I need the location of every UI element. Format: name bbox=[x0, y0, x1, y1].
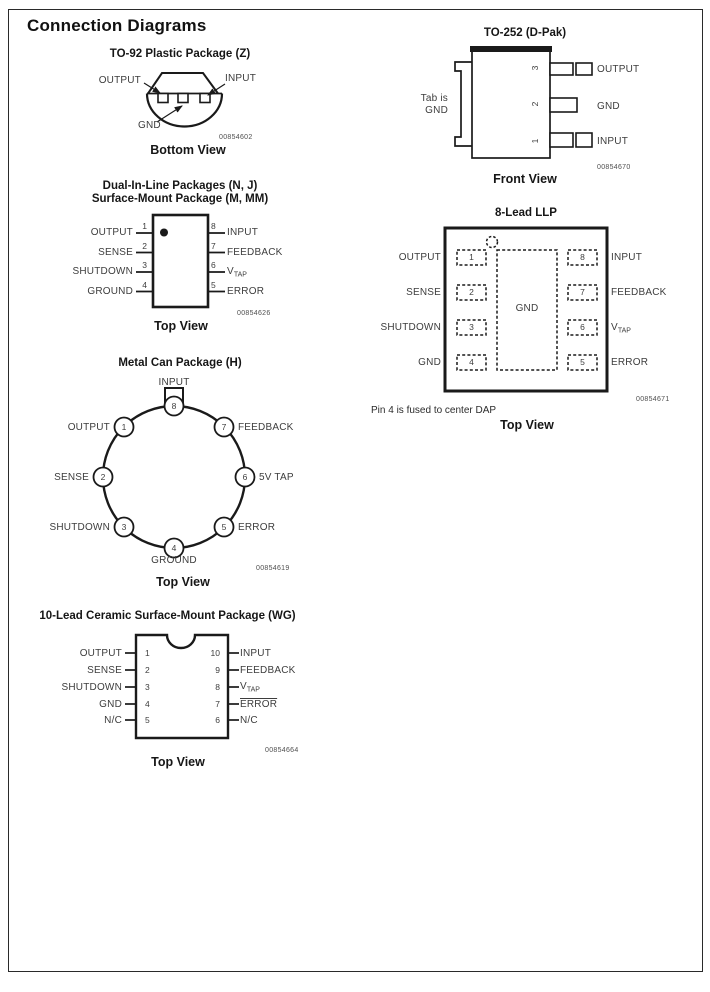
dip-label-sense: SENSE bbox=[98, 247, 133, 258]
dip-pin-number: 5 bbox=[211, 280, 216, 290]
dip-pin-number: 6 bbox=[211, 260, 216, 270]
dip-figure-code: 00854626 bbox=[237, 310, 271, 317]
can-pin-number: 7 bbox=[221, 422, 227, 432]
wg-pin-number: 5 bbox=[145, 715, 150, 725]
page-title: Connection Diagrams bbox=[27, 16, 207, 35]
to252-label-output: OUTPUT bbox=[597, 64, 640, 75]
to252-pin2-number: 2 bbox=[530, 101, 540, 107]
to252-pin1-number: 1 bbox=[530, 138, 540, 144]
llp-label-vtap: $V_{TAP}$ bbox=[611, 322, 631, 335]
can-label-output: OUTPUT bbox=[67, 422, 110, 433]
dip-label-input: INPUT bbox=[227, 227, 258, 238]
metal-can-title: Metal Can Package (H) bbox=[118, 357, 242, 369]
wg-label-input: INPUT bbox=[240, 648, 271, 659]
llp-label-error: ERROR bbox=[611, 357, 649, 368]
metal-can-drawing bbox=[90, 378, 280, 563]
can-label-error: ERROR bbox=[238, 522, 276, 533]
wg-label-output: OUTPUT bbox=[79, 648, 122, 659]
dip-pin1-dot bbox=[160, 229, 168, 237]
wg-label-sense: SENSE bbox=[87, 665, 122, 676]
wg-label-vtap: $V_{TAP}$ bbox=[240, 681, 260, 694]
to92-label-gnd: GND bbox=[138, 120, 161, 131]
wg-pin-number: 3 bbox=[145, 682, 150, 692]
wg-pin-number: 9 bbox=[215, 665, 220, 675]
can-pin-number: 6 bbox=[242, 472, 248, 482]
can-pin-number: 3 bbox=[121, 522, 127, 532]
dip-pin-number: 7 bbox=[211, 241, 216, 251]
can-label-ground: GROUND bbox=[151, 555, 197, 566]
to92-output-arrow bbox=[144, 83, 160, 93]
wg-pin-number: 2 bbox=[145, 665, 150, 675]
llp-label-input: INPUT bbox=[611, 252, 642, 263]
dip-pin-number: 1 bbox=[142, 221, 147, 231]
dip-label-output: OUTPUT bbox=[90, 227, 133, 238]
llp-pad-number: 8 bbox=[580, 252, 585, 262]
wg-pin-number: 8 bbox=[215, 682, 220, 692]
wg-label-error: ERROR bbox=[240, 699, 278, 710]
to252-view-label: Front View bbox=[493, 172, 557, 186]
wg-pin-number: 4 bbox=[145, 699, 150, 709]
wg-label-feedback: FEEDBACK bbox=[240, 665, 296, 676]
wg-label-nc-right: N/C bbox=[240, 715, 258, 726]
to92-label-output: OUTPUT bbox=[98, 75, 141, 86]
can-pin-number: 1 bbox=[121, 422, 127, 432]
llp-label-gnd: GND bbox=[418, 357, 441, 368]
to252-figure-code: 00854670 bbox=[597, 164, 631, 171]
dip-pin-number: 2 bbox=[142, 241, 147, 251]
dip-pin-number: 8 bbox=[211, 221, 216, 231]
can-label-input: INPUT bbox=[158, 377, 190, 388]
llp-pad-number: 4 bbox=[469, 357, 474, 367]
dip-pin-number: 4 bbox=[142, 280, 147, 290]
dip-label-vtap: $V_{TAP}$ bbox=[227, 266, 247, 279]
wg-title: 10-Lead Ceramic Surface-Mount Package (WG) bbox=[39, 610, 296, 622]
wg-label-shutdown: SHUTDOWN bbox=[61, 682, 122, 693]
llp-label-sense: SENSE bbox=[406, 287, 441, 298]
to252-label-gnd: GND bbox=[597, 101, 620, 112]
to252-pin3-number: 3 bbox=[530, 65, 540, 71]
wg-pin-number: 10 bbox=[210, 648, 220, 658]
llp-label-feedback: FEEDBACK bbox=[611, 287, 667, 298]
llp-pad-number: 3 bbox=[469, 322, 474, 332]
to92-title: TO-92 Plastic Package (Z) bbox=[109, 48, 251, 60]
can-pin-number: 4 bbox=[171, 543, 177, 553]
dip-title-line2: Surface-Mount Package (M, MM) bbox=[91, 193, 269, 205]
can-label-sense: SENSE bbox=[54, 472, 89, 483]
to252-tab-note-line2: GND bbox=[425, 105, 448, 116]
llp-pad-number: 1 bbox=[469, 252, 474, 262]
can-view-label: Top View bbox=[156, 575, 210, 589]
can-label-5vtap: 5V TAP bbox=[259, 472, 294, 483]
dip-view-label: Top View bbox=[154, 319, 208, 333]
llp-view-label: Top View bbox=[500, 418, 554, 432]
to252-label-input: INPUT bbox=[597, 136, 628, 147]
llp-figure-code: 00854671 bbox=[636, 396, 670, 403]
to92-label-input: INPUT bbox=[225, 73, 256, 84]
dip-label-feedback: FEEDBACK bbox=[227, 247, 283, 258]
dip-label-ground: GROUND bbox=[87, 286, 133, 297]
can-pin-number: 5 bbox=[221, 522, 227, 532]
to92-view-label: Bottom View bbox=[150, 143, 226, 157]
llp-label-output: OUTPUT bbox=[398, 252, 441, 263]
can-label-shutdown: SHUTDOWN bbox=[49, 522, 110, 533]
wg-pin-number: 6 bbox=[215, 715, 220, 725]
wg-figure-code: 00854664 bbox=[265, 747, 299, 754]
dip-label-shutdown: SHUTDOWN bbox=[72, 266, 133, 277]
to92-figure-code: 00854602 bbox=[219, 134, 253, 141]
llp-pad-number: 2 bbox=[469, 287, 474, 297]
llp-center-gnd-label: GND bbox=[515, 303, 539, 314]
dip-pin-number: 3 bbox=[142, 260, 147, 270]
llp-pad-number: 7 bbox=[580, 287, 585, 297]
llp-label-shutdown: SHUTDOWN bbox=[380, 322, 441, 333]
wg-pin-number: 1 bbox=[145, 648, 150, 658]
llp-title: 8-Lead LLP bbox=[495, 207, 557, 219]
to252-tab-outline bbox=[455, 62, 472, 146]
wg-pin-number: 7 bbox=[215, 699, 220, 709]
can-pin-number: 2 bbox=[100, 472, 106, 482]
wg-label-gnd: GND bbox=[99, 699, 122, 710]
to252-tab-note-line1: Tab is bbox=[420, 93, 448, 104]
wg-drawing bbox=[118, 630, 248, 745]
llp-pad-number: 6 bbox=[580, 322, 585, 332]
wg-label-nc-left: N/C bbox=[104, 715, 122, 726]
dip-label-error: ERROR bbox=[227, 286, 265, 297]
to252-top-bar bbox=[470, 46, 552, 52]
to252-title: TO-252 (D-Pak) bbox=[483, 27, 567, 39]
dip-title-line1: Dual-In-Line Packages (N, J) bbox=[102, 180, 258, 192]
can-pin-number: 8 bbox=[171, 401, 177, 411]
llp-pad-number: 5 bbox=[580, 357, 585, 367]
wg-view-label: Top View bbox=[151, 755, 205, 769]
can-figure-code: 00854619 bbox=[256, 565, 290, 572]
can-label-feedback: FEEDBACK bbox=[238, 422, 294, 433]
llp-dap-note: Pin 4 is fused to center DAP bbox=[371, 405, 497, 416]
